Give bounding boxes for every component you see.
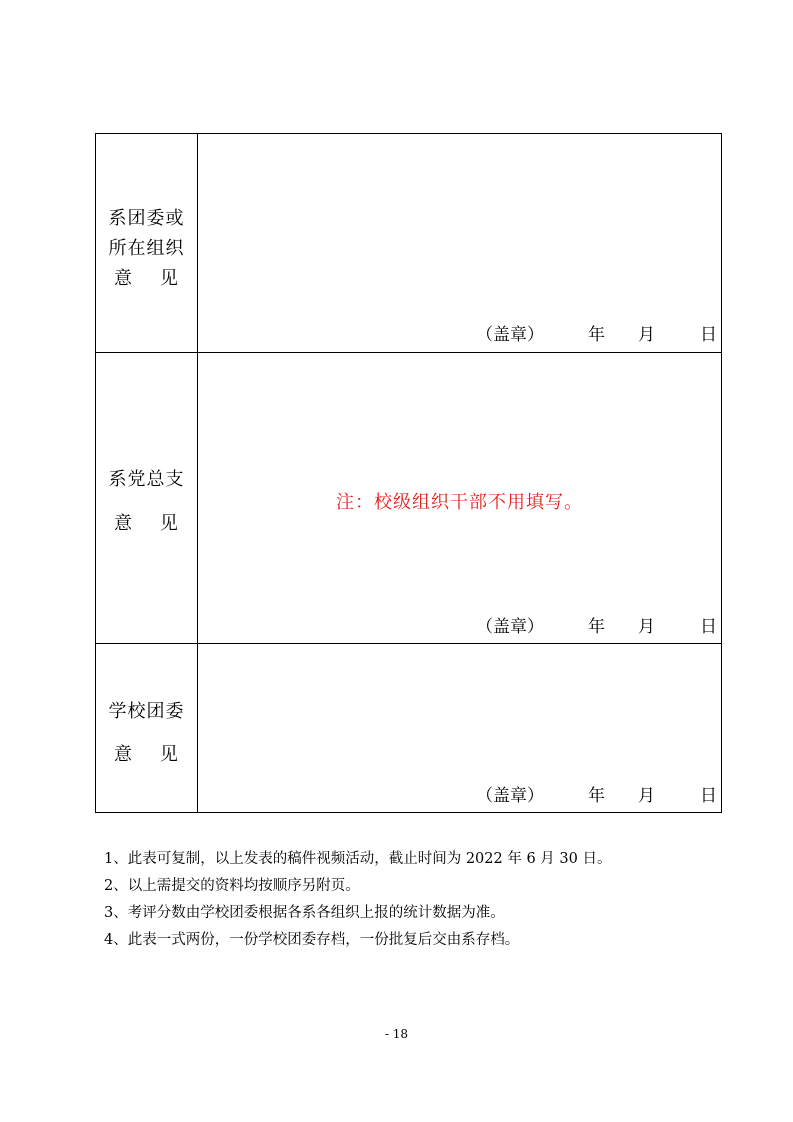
row-label-line: 所在组织 [108, 238, 185, 259]
day-label: 日 [700, 617, 717, 637]
row-label-line: 意 见 [114, 268, 179, 289]
seal-label: （盖章） [476, 617, 544, 637]
opinion-input-area[interactable] [198, 644, 721, 812]
footnotes-list [104, 846, 724, 954]
row-label-line: 系团委或 [108, 208, 185, 229]
row-label-line: 意 见 [114, 744, 179, 765]
footnote-item: 4、此表一式两份，一份学校团委存档，一份批复后交由系存档。 [104, 932, 520, 948]
row-department-league-opinion [96, 134, 721, 352]
year-label: 年 [588, 617, 605, 637]
row-party-branch-opinion [96, 352, 721, 643]
red-note-text: 注：校级组织干部不用填写。 [336, 492, 583, 513]
footnote-item: 2、以上需提交的资料均按顺序另附页。 [104, 878, 360, 894]
month-label: 月 [638, 617, 655, 637]
row-school-league-opinion [96, 643, 721, 812]
day-label: 日 [700, 325, 717, 345]
page-number: - 18 [384, 1027, 409, 1041]
row-label-line: 学校团委 [108, 701, 185, 722]
opinion-input-area[interactable] [198, 353, 721, 643]
year-label: 年 [588, 325, 605, 345]
year-label: 年 [588, 786, 605, 806]
footnote-item: 1、此表可复制，以上发表的稿件视频活动，截止时间为 2022 年 6 月 30 日。 [104, 851, 612, 867]
seal-label: （盖章） [476, 786, 544, 806]
row-label-line: 系党总支 [108, 469, 185, 490]
row-label-cell [96, 134, 198, 352]
row-label-line: 意 见 [114, 513, 179, 534]
opinion-input-area[interactable] [198, 134, 721, 352]
footnote-item: 3、考评分数由学校团委根据各系各组织上报的统计数据为准。 [104, 905, 505, 921]
month-label: 月 [638, 325, 655, 345]
day-label: 日 [700, 786, 717, 806]
row-label-cell [96, 353, 198, 643]
month-label: 月 [638, 786, 655, 806]
row-label-cell [96, 644, 198, 812]
opinion-form-table [95, 133, 722, 813]
seal-label: （盖章） [476, 325, 544, 345]
